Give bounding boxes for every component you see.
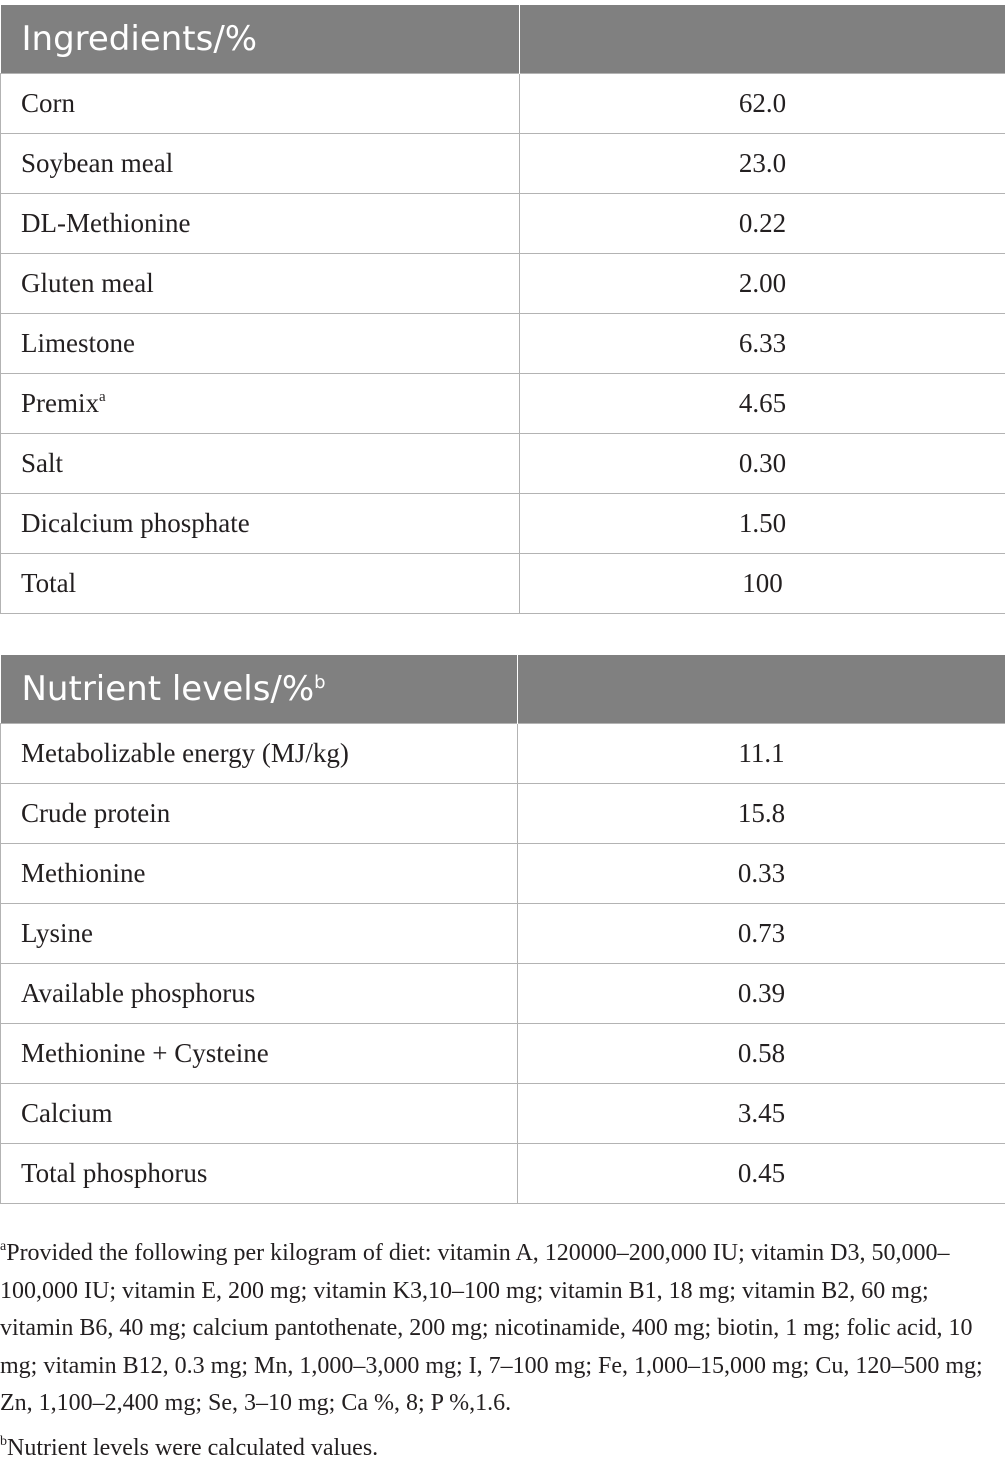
table-row: [1, 1084, 1005, 1144]
nutrient-value: 15.8: [518, 784, 1005, 844]
ingredient-name-cell: [1, 374, 520, 434]
ingredient-name: Soybean meal: [1, 134, 520, 194]
ingredient-name: DL-Methionine: [1, 194, 520, 254]
table-row: [1, 784, 1005, 844]
table-row: [1, 374, 1005, 434]
ingredients-table: [0, 5, 1005, 614]
nutrient-value: 0.33: [518, 844, 1005, 904]
nutrient-value: 0.39: [518, 964, 1005, 1024]
nutrient-name: Total phosphorus: [1, 1144, 518, 1204]
ingredient-value: 4.65: [520, 374, 1005, 434]
nutrient-value: 0.73: [518, 904, 1005, 964]
nutrient-value: 0.58: [518, 1024, 1005, 1084]
table-row: [1, 134, 1005, 194]
nutrient-name: Methionine + Cysteine: [1, 1024, 518, 1084]
nutrient-value: 3.45: [518, 1084, 1005, 1144]
footnote-b-marker: b: [0, 1434, 7, 1449]
table-row: [1, 964, 1005, 1024]
ingredient-name: Total: [1, 554, 520, 614]
ingredient-name: Premix: [21, 388, 99, 418]
nutrient-name: Calcium: [1, 1084, 518, 1144]
footnote-b: [0, 1423, 1000, 1468]
ingredient-value: 100: [520, 554, 1005, 614]
ingredient-name: Dicalcium phosphate: [1, 494, 520, 554]
table-row: [1, 904, 1005, 964]
ingredients-header-label: Ingredients/%: [22, 19, 258, 59]
nutrients-table: [0, 655, 1005, 1204]
ingredients-header: [1, 5, 520, 74]
ingredient-name: Gluten meal: [1, 254, 520, 314]
ingredients-header-value: [520, 5, 1005, 74]
nutrients-header-label: Nutrient levels/%: [22, 669, 315, 709]
table-row: [1, 314, 1005, 374]
nutrients-header-value: [518, 655, 1005, 724]
ingredient-value: 0.30: [520, 434, 1005, 494]
ingredient-value: 23.0: [520, 134, 1005, 194]
footnotes: [0, 1228, 1000, 1468]
nutrient-name: Available phosphorus: [1, 964, 518, 1024]
table-row: [1, 724, 1005, 784]
table-row: [1, 434, 1005, 494]
footnote-marker-b: b: [314, 672, 325, 693]
footnote-b-text: Nutrient levels were calculated values.: [7, 1435, 378, 1461]
nutrients-header-row: [1, 655, 1005, 724]
table-row: [1, 1024, 1005, 1084]
footnote-a-marker: a: [0, 1239, 6, 1254]
nutrient-value: 11.1: [518, 724, 1005, 784]
footnote-marker-a: a: [99, 389, 106, 405]
table-row: [1, 844, 1005, 904]
nutrients-header: [1, 655, 518, 724]
footnote-a: [0, 1228, 1000, 1423]
ingredient-value: 1.50: [520, 494, 1005, 554]
ingredient-value: 6.33: [520, 314, 1005, 374]
ingredient-name: Corn: [1, 74, 520, 134]
nutrient-name: Methionine: [1, 844, 518, 904]
ingredient-value: 62.0: [520, 74, 1005, 134]
table-row: [1, 554, 1005, 614]
table-row: [1, 194, 1005, 254]
nutrient-name: Crude protein: [1, 784, 518, 844]
ingredient-value: 2.00: [520, 254, 1005, 314]
ingredient-name: Salt: [1, 434, 520, 494]
ingredients-header-row: [1, 5, 1005, 74]
footnote-a-text: Provided the following per kilogram of diet: vitamin A, 120000–200,000 IU; vitamin D3, 50,000–100,000 IU; vitamin E, 200 mg; vitamin K3,10–100 mg; vitamin B1, 18 mg; vitamin B2, 60 mg; vitamin B6, 40 mg; calcium pantothenate, 200 mg; nicotinamide, 400 mg; biotin, 1 mg; folic acid, 10 mg; vitamin B12, 0.3 mg; Mn, 1,000–3,000 mg; I, 7–100 mg; Fe, 1,000–15,000 mg; Cu, 120–500 mg; Zn, 1,100–2,400 mg; Se, 3–10 mg; Ca %, 8; P %,1.6.: [0, 1240, 983, 1416]
table-row: [1, 74, 1005, 134]
ingredient-value: 0.22: [520, 194, 1005, 254]
nutrient-name: Lysine: [1, 904, 518, 964]
nutrient-value: 0.45: [518, 1144, 1005, 1204]
table-row: [1, 1144, 1005, 1204]
nutrient-name: Metabolizable energy (MJ/kg): [1, 724, 518, 784]
table-row: [1, 254, 1005, 314]
ingredient-name: Limestone: [1, 314, 520, 374]
table-row: [1, 494, 1005, 554]
